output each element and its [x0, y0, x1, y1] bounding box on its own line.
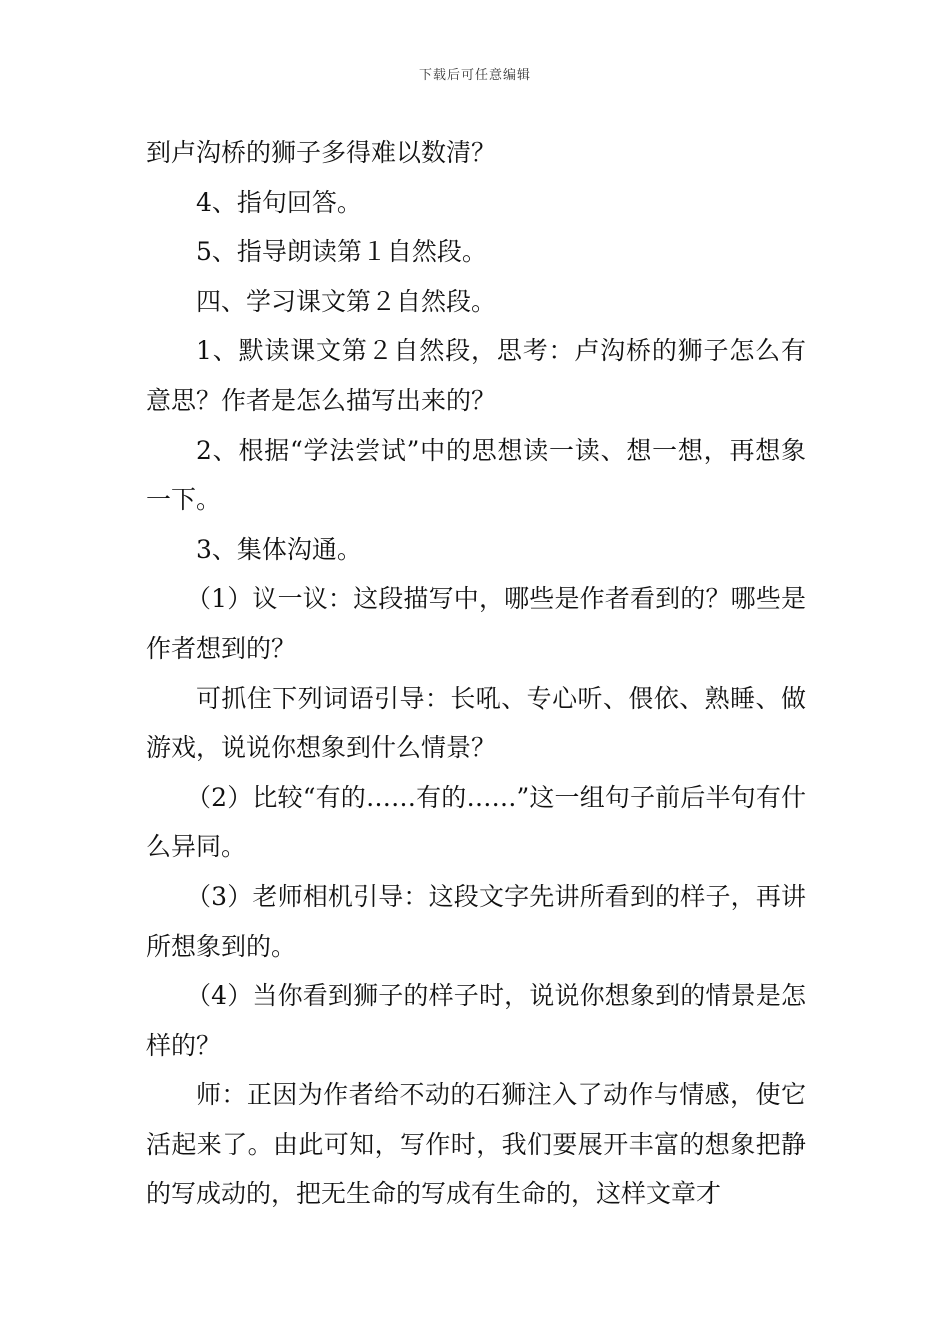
paragraph: 2、根据“学法尝试”中的思想读一读、想一想，再想象一下。 — [146, 435, 806, 515]
paragraph: 可抓住下列词语引导：长吼、专心听、偎依、熟睡、做游戏，说说你想象到什么情景？ — [146, 683, 806, 763]
page-header: 下载后可任意编辑 — [418, 68, 531, 83]
paragraph: 4、指句回答。 — [196, 187, 362, 217]
paragraph: 3、集体沟通。 — [196, 534, 362, 564]
paragraph: （2）比较“有的……有的……”这一组句子前后半句有什么异同。 — [146, 782, 806, 862]
paragraph: （3）老师相机引导：这段文字先讲所看到的样子，再讲所想象到的。 — [146, 881, 806, 961]
paragraph: 师：正因为作者给不动的石狮注入了动作与情感，使它活起来了。由此可知，写作时，我们要展开丰富的想象把静的写成动的，把无生命的写成有生命的，这样文章才 — [146, 1080, 806, 1209]
paragraph: 1、默读课文第２自然段，思考：卢沟桥的狮子怎么有意思？作者是怎么描写出来的？ — [146, 336, 806, 415]
paragraph: 5、指导朗读第１自然段。 — [196, 237, 487, 267]
paragraph: （4）当你看到狮子的样子时，说说你想象到的情景是怎样的？ — [146, 981, 806, 1060]
section-heading: 四、学习课文第２自然段。 — [196, 286, 497, 316]
document-body — [146, 128, 806, 1219]
paragraph: 到卢沟桥的狮子多得难以数清？ — [146, 138, 497, 167]
paragraph: （1）议一议：这段描写中，哪些是作者看到的？哪些是作者想到的？ — [146, 584, 806, 663]
